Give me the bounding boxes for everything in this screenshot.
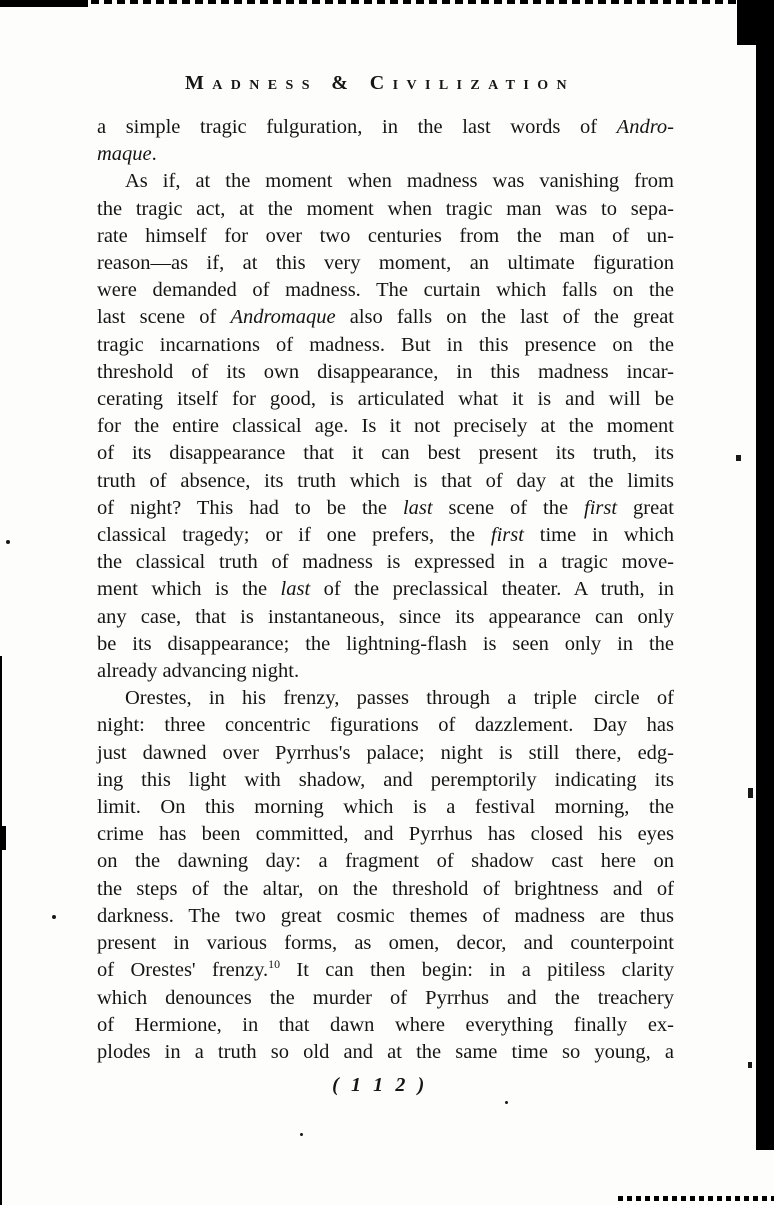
scan-speck xyxy=(300,1133,303,1136)
scan-edge-right xyxy=(756,0,774,1150)
text-line: rate himself for over two centuries from the man of un- xyxy=(97,224,674,247)
scan-edge-bottom xyxy=(618,1196,774,1201)
text-line: As if, at the moment when madness was vanishing from xyxy=(125,170,674,193)
text-line: were demanded of madness. The curtain which falls on the xyxy=(97,279,674,302)
scan-edge-top xyxy=(0,0,774,4)
text-line: already advancing night. xyxy=(97,660,300,683)
text-line: ing this light with shadow, and peremptorily indicating its xyxy=(97,768,674,791)
scan-speck xyxy=(52,915,56,919)
page-number: ( 1 1 2 ) xyxy=(332,1074,428,1096)
scan-speck xyxy=(6,540,10,544)
text-line: which denounces the murder of Pyrrhus and the treachery xyxy=(97,986,674,1009)
scan-edge-left xyxy=(0,656,2,1205)
scan-speck xyxy=(748,788,753,798)
text-line: a simple tragic fulguration, in the last words of Andro- xyxy=(97,116,674,138)
scan-speck xyxy=(748,1062,752,1068)
text-line: of Hermione, in that dawn where everything finally ex- xyxy=(97,1013,674,1036)
text-line: the steps of the altar, on the threshold of brightness and of xyxy=(97,877,674,900)
scan-speck xyxy=(505,1101,508,1104)
scan-blob-left xyxy=(0,826,6,850)
scan-edge-top-left xyxy=(0,0,88,7)
text-line: of Orestes' frenzy.$^{10}$ It can then begin: in a pitiless clarity xyxy=(97,957,674,982)
scan-speck xyxy=(736,455,741,461)
text-line: present in various forms, as omen, decor, and counterpoint xyxy=(97,932,674,955)
text-line: any case, that is instantaneous, since its appearance can only xyxy=(97,605,674,628)
text-line: darkness. The two great cosmic themes of madness are thus xyxy=(97,904,674,927)
body-text xyxy=(97,114,674,1066)
running-header: Madness & Civilization xyxy=(184,72,575,94)
text-line: the tragic act, at the moment when tragic man was to sepa- xyxy=(97,197,674,220)
text-line: maque. xyxy=(97,143,157,166)
text-line: Orestes, in his frenzy, passes through a triple circle of xyxy=(125,687,674,710)
text-line: on the dawning day: a fragment of shadow cast here on xyxy=(97,850,674,873)
text-line: be its disappearance; the lightning-flash is seen only in the xyxy=(97,632,674,655)
text-line: cerating itself for good, is articulated what it is and will be xyxy=(97,388,674,411)
paragraph xyxy=(97,114,674,168)
text-line: of its disappearance that it can best present its truth, its xyxy=(97,442,674,465)
text-line: for the entire classical age. Is it not precisely at the moment xyxy=(97,415,674,438)
text-line: night: three concentric figurations of dazzlement. Day has xyxy=(97,714,674,737)
text-line: last scene of Andromaque also falls on the last of the great xyxy=(97,306,674,329)
text-line: plodes in a truth so old and at the same time so young, a xyxy=(97,1040,674,1063)
text-line: truth of absence, its truth which is that of day at the limits xyxy=(97,469,674,492)
text-line: limit. On this morning which is a festival morning, the xyxy=(97,796,674,819)
text-line: just dawned over Pyrrhus's palace; night is still there, edg- xyxy=(97,741,674,764)
text-line: tragic incarnations of madness. But in this presence on the xyxy=(97,333,674,356)
text-line: classical tragedy; or if one prefers, the first time in which xyxy=(97,524,674,547)
text-line: the classical truth of madness is expressed in a tragic move- xyxy=(97,551,674,574)
text-line: ment which is the last of the preclassical theater. A truth, in xyxy=(97,578,674,601)
text-line: reason—as if, at this very moment, an ultimate figuration xyxy=(97,252,674,275)
paragraph xyxy=(97,685,674,1066)
text-line: of night? This had to be the last scene of the first great xyxy=(97,496,674,519)
text-line: crime has been committed, and Pyrrhus has closed his eyes xyxy=(97,823,674,846)
paragraph xyxy=(97,168,674,685)
text-line: threshold of its own disappearance, in this madness incar- xyxy=(97,360,674,383)
